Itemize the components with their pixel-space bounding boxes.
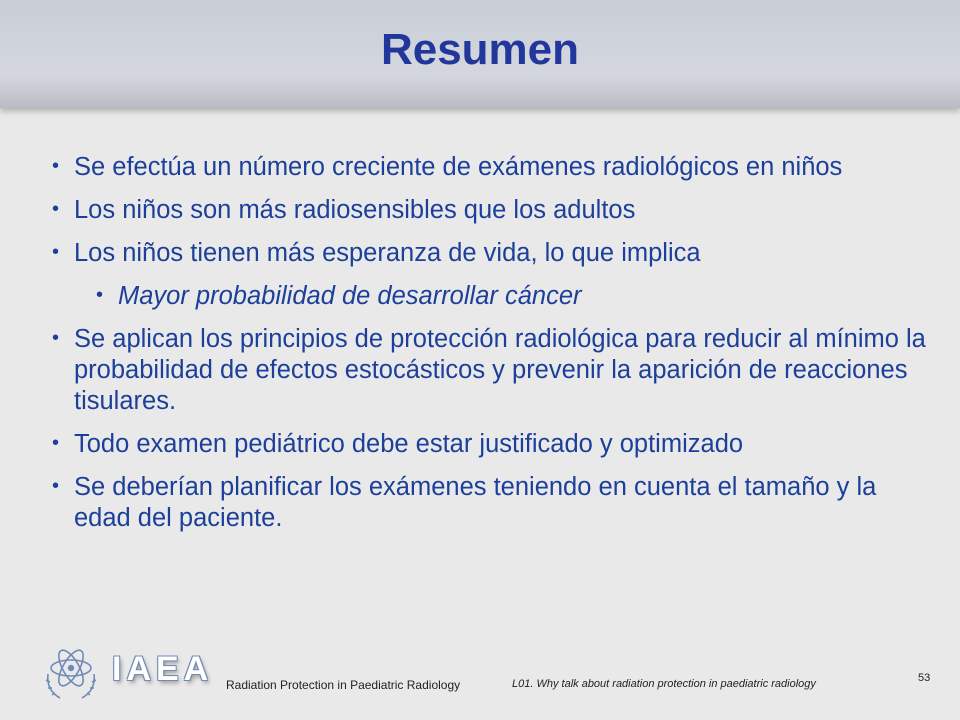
bullet-text: Mayor probabilidad de desarrollar cáncer	[118, 282, 582, 310]
slide-title: Resumen	[380, 25, 580, 74]
bullet-text: Se aplican los principios de protección radiológica para reducir al mínimo la probabilidad de efectos estocásticos y prevenir la aparición de reacciones tisulares.	[74, 325, 926, 415]
page-number: 53	[918, 672, 931, 684]
bullet-text: Todo examen pediátrico debe estar justificado y optimizado	[74, 430, 744, 458]
bullet-item	[48, 152, 928, 183]
bullet-item	[48, 324, 928, 417]
bullet-icon: •	[52, 475, 60, 497]
bullet-list	[48, 152, 928, 546]
bullet-icon: •	[52, 155, 60, 177]
bullet-text: Se efectúa un número creciente de exámenes radiológicos en niños	[74, 153, 843, 181]
bullet-icon: •	[52, 327, 60, 349]
bullet-text: Los niños son más radiosensibles que los adultos	[74, 196, 636, 224]
bullet-text: Los niños tienen más esperanza de vida, lo que implica	[74, 239, 701, 267]
bullet-item	[48, 195, 928, 226]
footer-lecture-title: L01. Why talk about radiation protection in paediatric radiology	[512, 678, 816, 690]
iaea-logo-text: IAEA	[112, 650, 214, 688]
bullet-icon: •	[52, 241, 60, 263]
bullet-text: Se deberían planificar los exámenes teniendo en cuenta el tamaño y la edad del paciente.	[74, 473, 877, 532]
iaea-emblem-icon	[38, 638, 104, 704]
bullet-icon: •	[52, 198, 60, 220]
footer-course-title: Radiation Protection in Paediatric Radiology	[226, 678, 461, 692]
bullet-icon: •	[52, 432, 60, 454]
sub-bullet-item	[48, 281, 928, 312]
bullet-item	[48, 238, 928, 269]
bullet-icon: •	[96, 284, 104, 306]
bullet-item	[48, 429, 928, 460]
bullet-item	[48, 472, 928, 534]
